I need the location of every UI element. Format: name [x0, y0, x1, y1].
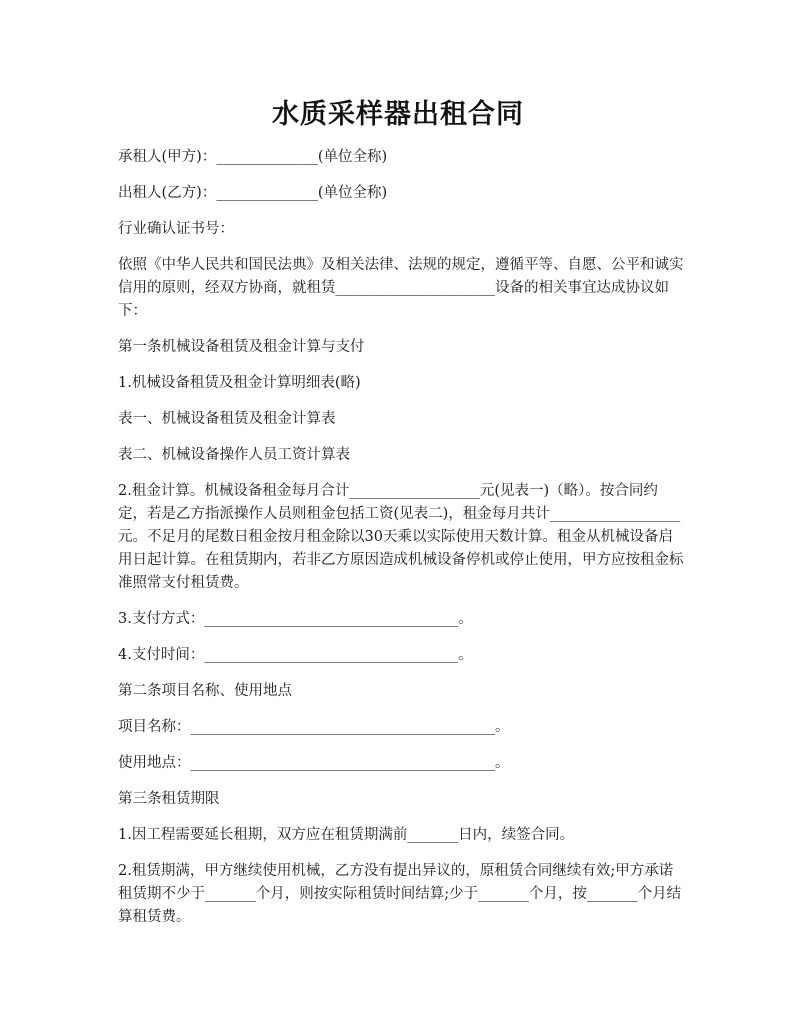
payment-time-line: 4.支付时间：___________________________________。 — [118, 647, 473, 663]
article-1-heading: 第一条机械设备租赁及租金计算与支付 — [118, 339, 365, 355]
lessor-line: 出租人(乙方)：______________(单位全称) — [118, 185, 388, 201]
article-1-item-2: 2.租金计算。机械设备租金每月合计__________________元(见表一)（略）。按合同约定，若是乙方指派操作人员则租金包括工资(见表二)，租金每月共计__________________元。不足月的尾数日租金按月租金除以30天乘以实际使用天数计算。租金从机械设备启用日起计算。在租赁期内，若非乙方原因造成机械设备停机或停止使用，甲方应按租金标准照常支付租赁费。 — [118, 483, 684, 591]
article-3-item-1: 1.因工程需要延长租期，双方应在租赁期满前_______日内，续签合同。 — [118, 827, 575, 843]
article-1-item-1: 1.机械设备租赁及租金计算明细表(略) — [118, 375, 361, 391]
document-title: 水质采样器出租合同 — [272, 99, 524, 130]
document-body — [118, 146, 684, 942]
table-1-line: 表一、机械设备租赁及租金计算表 — [118, 411, 336, 427]
preamble-paragraph: 依照《中华人民共和国民法典》及相关法律、法规的规定，遵循平等、自愿、公平和诚实信用的原则，经双方协商，就租赁______________________设备的相关事宜达成协议如下： — [118, 257, 684, 319]
project-name-line: 项目名称：__________________________________________。 — [118, 719, 510, 735]
payment-method-line: 3.支付方式：___________________________________。 — [118, 611, 473, 627]
certificate-line: 行业确认证书号： — [118, 221, 234, 237]
table-2-line: 表二、机械设备操作人员工资计算表 — [118, 447, 350, 463]
lessee-line: 承租人(甲方)：______________(单位全称) — [118, 149, 388, 165]
article-2-heading: 第二条项目名称、使用地点 — [118, 683, 292, 699]
usage-location-line: 使用地点：__________________________________________。 — [118, 755, 510, 771]
article-3-item-2: 2.租赁期满，甲方继续使用机械，乙方没有提出异议的，原租赁合同继续有效;甲方承诺租赁期不少于_______个月，则按实际租赁时间结算;少于_______个月，按_______个月结算租赁费。 — [118, 863, 682, 925]
article-3-heading: 第三条租赁期限 — [118, 791, 220, 807]
